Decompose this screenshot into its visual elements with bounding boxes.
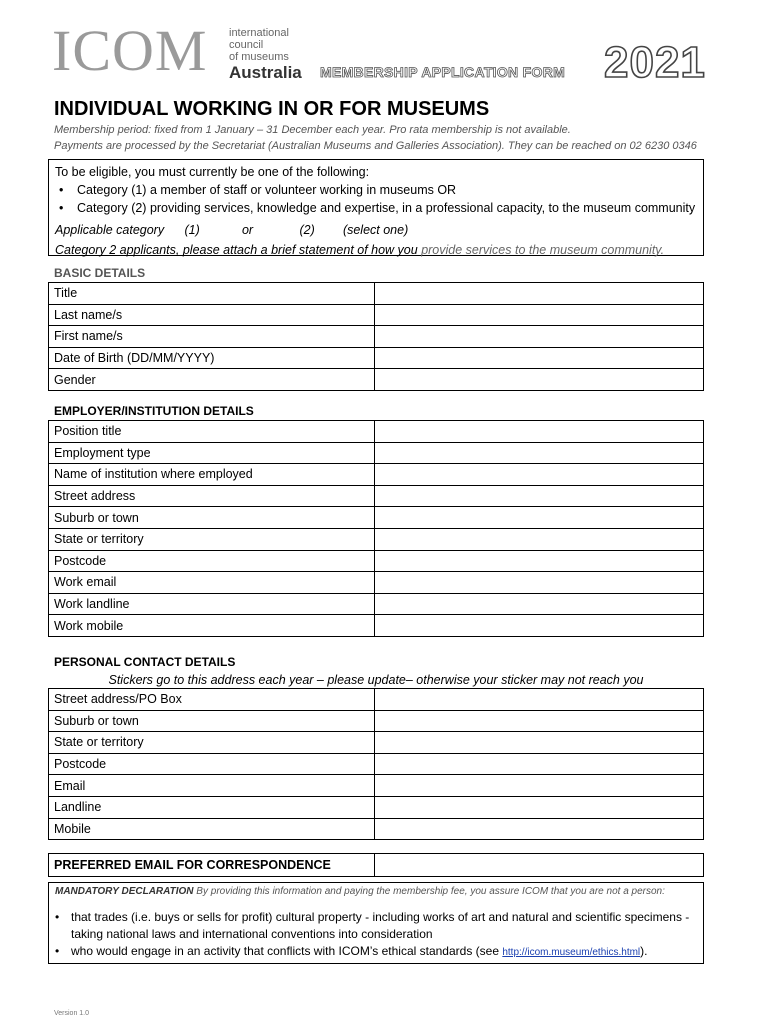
institution-name-input[interactable]	[375, 464, 704, 486]
select-one-label: (select one)	[342, 223, 409, 237]
field-label: Email	[49, 775, 375, 797]
table-row	[49, 528, 704, 550]
work-postcode-input[interactable]	[375, 550, 704, 572]
table-row	[49, 347, 704, 369]
home-suburb-input[interactable]	[375, 710, 704, 732]
last-name-input[interactable]	[375, 304, 704, 326]
table-row	[49, 464, 704, 486]
applicable-category-label: Applicable category	[55, 223, 165, 237]
eligibility-bullet: • Category (2) providing services, knowledge and expertise, in a professional capacity, to the museum community	[59, 201, 696, 215]
table-row	[49, 326, 704, 348]
table-row	[49, 818, 704, 840]
employer-details-heading: EMPLOYER/INSTITUTION DETAILS	[54, 404, 254, 418]
ethics-link[interactable]: http://icom.museum/ethics.html	[502, 947, 641, 958]
table-row	[49, 710, 704, 732]
declaration-bullet: • that trades (i.e. buys or sells for profit) cultural property - including works of art and natural and scientific specimens - taking national laws and international conventions into consideration	[71, 909, 691, 943]
dob-input[interactable]	[375, 347, 704, 369]
table-row	[49, 572, 704, 594]
applicable-category-row	[55, 219, 697, 241]
declaration-bullet: • who would engage in an activity that conflicts with ICOM’s ethical standards (see http://icom.museum/ethics.html).	[71, 943, 691, 961]
table-row	[49, 689, 704, 711]
home-state-input[interactable]	[375, 732, 704, 754]
payments-note: Payments are processed by the Secretariat (Australian Museums and Galleries Association). They can be reached on 02 6230 0346	[54, 140, 697, 152]
field-label-title: Title	[49, 283, 375, 305]
icom-logo: ICOM	[52, 18, 208, 83]
personal-contact-table	[48, 688, 704, 840]
field-label: Landline	[49, 796, 375, 818]
field-label: Work email	[49, 572, 375, 594]
gender-input[interactable]	[375, 369, 704, 391]
logo-line: international	[229, 27, 289, 39]
field-label: Position title	[49, 421, 375, 443]
preferred-email-input[interactable]	[375, 854, 703, 876]
table-row	[49, 442, 704, 464]
table-row	[49, 550, 704, 572]
declaration-heading: MANDATORY DECLARATION By providing this information and paying the membership fee, you assure ICOM that you are not a person:	[55, 886, 665, 897]
table-row	[49, 796, 704, 818]
table-row	[49, 304, 704, 326]
form-title: MEMBERSHIP APPLICATION FORM	[320, 64, 566, 80]
logo-line: of museums	[229, 51, 289, 63]
preferred-email-row	[48, 853, 704, 877]
logo-line: council	[229, 39, 264, 51]
page-title: INDIVIDUAL WORKING IN OR FOR MUSEUMS	[54, 98, 490, 120]
logo-country: Australia	[229, 63, 302, 82]
basic-details-table	[48, 282, 704, 391]
field-label: State or territory	[49, 528, 375, 550]
field-label: Name of institution where employed	[49, 464, 375, 486]
work-street-address-input[interactable]	[375, 485, 704, 507]
title-input[interactable]	[375, 283, 704, 305]
table-row	[49, 732, 704, 754]
field-label: Mobile	[49, 818, 375, 840]
field-label-first-name: First name/s	[49, 326, 375, 348]
category-option-1[interactable]: (1)	[184, 223, 200, 237]
personal-contact-heading: PERSONAL CONTACT DETAILS	[54, 655, 236, 669]
table-row	[49, 593, 704, 615]
eligibility-bullet: • Category (1) a member of staff or volunteer working in museums OR	[59, 183, 457, 197]
form-year: 2021	[604, 38, 706, 87]
field-label-last-name: Last name/s	[49, 304, 375, 326]
field-label: Work landline	[49, 593, 375, 615]
table-row	[49, 421, 704, 443]
table-row	[49, 369, 704, 391]
category-2-instruction: Category 2 applicants, please attach a brief statement of how you provide services to the museum community.	[55, 243, 665, 257]
field-label: Work mobile	[49, 615, 375, 637]
field-label: Postcode	[49, 550, 375, 572]
membership-period-note: Membership period: fixed from 1 January – 31 December each year. Pro rata membership is not available.	[54, 124, 571, 136]
home-street-address-input[interactable]	[375, 689, 704, 711]
version-label: Version 1.0	[54, 1010, 90, 1017]
category-option-2[interactable]: (2)	[299, 223, 315, 237]
table-row	[49, 485, 704, 507]
table-row	[49, 753, 704, 775]
table-row	[49, 775, 704, 797]
icom-logo-text	[229, 27, 302, 83]
field-label: Street address/PO Box	[49, 689, 375, 711]
basic-details-heading: BASIC DETAILS	[54, 266, 146, 280]
field-label-dob: Date of Birth (DD/MM/YYYY)	[49, 347, 375, 369]
employer-details-table	[48, 420, 704, 637]
table-row	[49, 615, 704, 637]
or-label: or	[241, 223, 254, 237]
employment-type-input[interactable]	[375, 442, 704, 464]
field-label: Suburb or town	[49, 710, 375, 732]
field-label: Employment type	[49, 442, 375, 464]
field-label: State or territory	[49, 732, 375, 754]
mobile-input[interactable]	[375, 818, 704, 840]
work-state-input[interactable]	[375, 528, 704, 550]
work-email-input[interactable]	[375, 572, 704, 594]
field-label: Postcode	[49, 753, 375, 775]
work-landline-input[interactable]	[375, 593, 704, 615]
landline-input[interactable]	[375, 796, 704, 818]
field-label-gender: Gender	[49, 369, 375, 391]
field-label: Suburb or town	[49, 507, 375, 529]
preferred-email-label: PREFERRED EMAIL FOR CORRESPONDENCE	[49, 854, 375, 876]
work-mobile-input[interactable]	[375, 615, 704, 637]
work-suburb-input[interactable]	[375, 507, 704, 529]
table-row	[49, 283, 704, 305]
position-title-input[interactable]	[375, 421, 704, 443]
email-input[interactable]	[375, 775, 704, 797]
field-label: Street address	[49, 485, 375, 507]
table-row	[49, 507, 704, 529]
mandatory-declaration-box	[48, 882, 704, 964]
first-name-input[interactable]	[375, 326, 704, 348]
stickers-note: Stickers go to this address each year – please update– otherwise your sticker may not reach you	[108, 673, 644, 687]
declaration-list	[49, 909, 691, 961]
home-postcode-input[interactable]	[375, 753, 704, 775]
eligibility-intro: To be eligible, you must currently be one of the following:	[55, 165, 370, 179]
eligibility-box	[48, 159, 704, 256]
